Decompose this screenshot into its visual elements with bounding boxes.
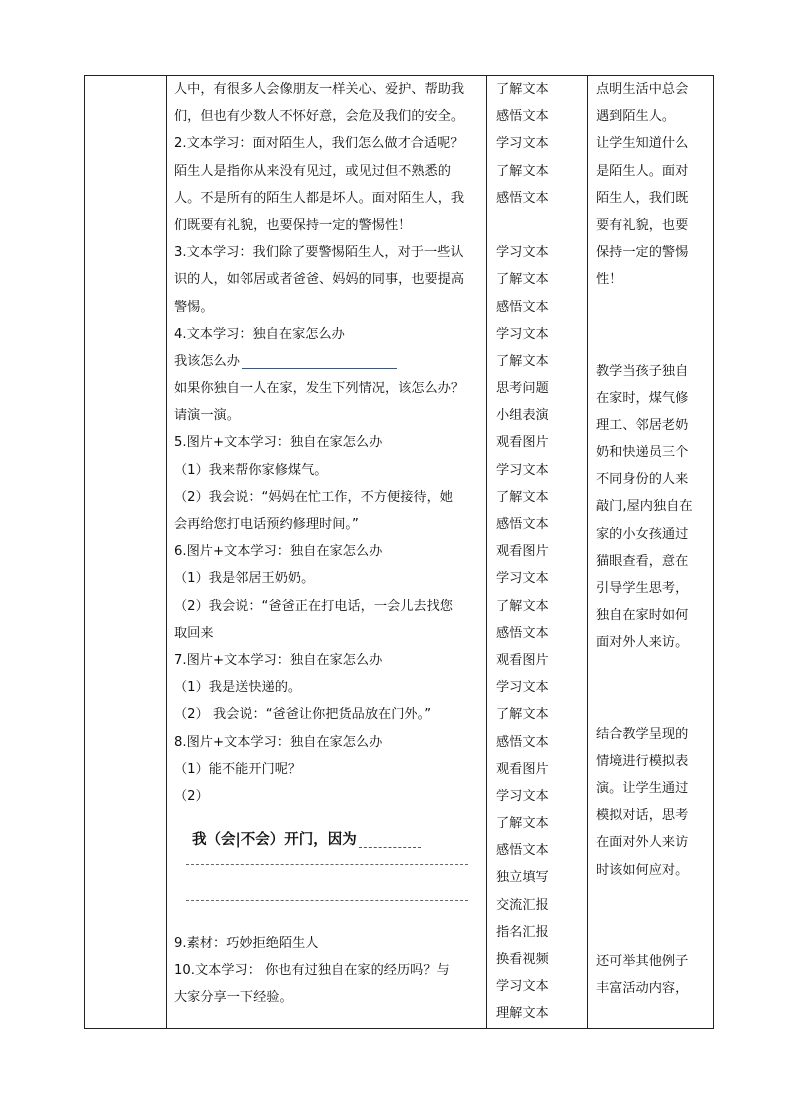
content-line: 5.图片+文本学习：独自在家怎么办	[174, 435, 383, 451]
method-item: 了解文本	[496, 707, 549, 723]
intent-line: 性！	[596, 272, 623, 288]
intent-line: 还可举其他例子	[596, 953, 689, 969]
content-line: 人中，有很多人会像朋友一样关心、爱护、帮助我	[174, 82, 465, 97]
intent-line: 模拟对话，思考	[596, 808, 689, 824]
content-line: 取回来	[174, 625, 214, 641]
intent-line: 家的小女孩通过	[596, 526, 689, 542]
blank-dash-line	[186, 864, 468, 865]
intent-line: 点明生活中总会	[596, 82, 689, 97]
method-item: 学习文本	[496, 462, 549, 478]
method-item: 了解文本	[496, 163, 549, 179]
intent-line: 陌生人，我们既	[596, 190, 689, 206]
method-item: 学习文本	[496, 326, 549, 342]
fill-in-underline	[242, 354, 397, 369]
method-item: 指名汇报	[496, 924, 549, 940]
method-item: 学习文本	[496, 979, 549, 995]
content-line: （2）	[174, 788, 209, 804]
method-item: 观看图片	[496, 652, 549, 668]
method-item: 交流汇报	[496, 897, 549, 913]
method-item: 了解文本	[496, 489, 549, 505]
method-item	[496, 212, 587, 239]
intent-block	[596, 721, 707, 884]
method-item: 学习文本	[496, 136, 549, 152]
content-line: （1）我是送快递的。	[174, 680, 302, 696]
intent-line: 引导学生思考，	[596, 581, 689, 596]
intent-line: 教学当孩子独自	[596, 363, 689, 379]
content-line: 请演一演。	[174, 408, 240, 424]
method-item: 观看图片	[496, 544, 549, 560]
fill-prompt-line	[174, 348, 480, 375]
content-line: 识的人，如邻居或者爸爸、妈妈的同事，也要提高	[174, 272, 465, 288]
content-line: 6.图片+文本学习：独自在家怎么办	[174, 544, 383, 560]
intent-line: 猫眼查看，意在	[596, 553, 689, 569]
method-item: 感悟文本	[496, 734, 549, 750]
method-item: 感悟文本	[496, 299, 549, 315]
teaching-content	[167, 76, 486, 1012]
content-line: 7.图片+文本学习：独自在家怎么办	[174, 652, 383, 668]
method-item: 小组表演	[496, 408, 549, 424]
content-line: 4.文本学习：独自在家怎么办	[174, 326, 345, 342]
intent-line: 是陌生人。面对	[596, 163, 689, 179]
intent-line: 遇到陌生人。	[596, 109, 676, 125]
method-item: 学习文本	[496, 680, 549, 696]
intent-line: 理工、邻居老奶	[596, 417, 689, 433]
content-line: 们既要有礼貌，也要保持一定的警惕性！	[174, 217, 412, 233]
content-line: （2）我会说：“妈妈在忙工作，不方便接待，她	[174, 489, 453, 505]
content-line: 9.素材：巧妙拒绝陌生人	[174, 936, 319, 952]
method-item: 理解文本	[496, 1006, 549, 1022]
method-item: 学习文本	[496, 245, 549, 261]
intent-line: 让学生知道什么	[596, 136, 689, 152]
intent-line: 丰富活动内容，	[596, 980, 689, 996]
method-item: 换看视频	[496, 952, 549, 967]
content-line: 10.文本学习： 你也有过独自在家的经历吗？与	[174, 963, 450, 979]
content-line: （1）我来帮你家修煤气。	[174, 462, 328, 478]
lesson-plan-table	[84, 75, 714, 1029]
method-item: 感悟文本	[496, 625, 549, 641]
intent-line: 要有礼貌，也要	[596, 217, 689, 233]
fill-in-blank-sentence-image	[182, 824, 480, 920]
intent-line: 敲门,屋内独自在	[596, 499, 693, 515]
method-item: 学习文本	[496, 788, 549, 804]
content-line: （1）能不能开门呢？	[174, 761, 302, 777]
method-item: 思考问题	[496, 381, 549, 397]
blank-dash-line	[186, 900, 468, 901]
learning-method-column	[487, 76, 588, 1029]
intent-line: 独自在家时如何	[596, 608, 689, 624]
content-line: （1）我是邻居王奶奶。	[174, 571, 315, 587]
intent-block	[596, 358, 707, 657]
fill-prompt-text: 我该怎么办	[174, 353, 240, 369]
table-row	[85, 76, 714, 1029]
method-item: 了解文本	[496, 272, 549, 288]
content-line: 们，但也有少数人不怀好意，会危及我们的安全。	[174, 109, 465, 125]
design-intent-column	[588, 76, 714, 1029]
content-line: （2） 我会说：“爸爸让你把货品放在门外。”	[174, 707, 432, 723]
method-item: 观看图片	[496, 761, 549, 777]
intent-line: 演。让学生通过	[596, 780, 689, 796]
intent-line: 结合教学呈现的	[596, 726, 689, 742]
learning-methods	[487, 76, 587, 1028]
intent-line: 不同身份的人来	[596, 472, 689, 488]
method-item: 观看图片	[496, 435, 549, 451]
intent-line: 保持一定的警惕	[596, 245, 689, 261]
method-item: 感悟文本	[496, 517, 549, 532]
method-item: 感悟文本	[496, 190, 549, 206]
content-line: 3.文本学习：我们除了要警惕陌生人，对于一些认	[174, 245, 464, 261]
content-line: 警惕。	[174, 299, 214, 315]
blank-dash-line	[359, 847, 421, 848]
method-item: 了解文本	[496, 82, 549, 97]
method-item: 感悟文本	[496, 843, 549, 859]
intent-block	[596, 948, 707, 1002]
intent-line: 时该如何应对。	[596, 862, 689, 878]
empty-stage-column	[85, 76, 167, 1029]
content-line: 如果你独自一人在家，发生下列情况，该怎么办？	[174, 381, 465, 397]
design-intent	[588, 76, 713, 1002]
method-item: 了解文本	[496, 353, 549, 369]
content-line: 人。不是所有的陌生人都是坏人。面对陌生人，我	[174, 190, 465, 206]
method-item: 独立填写	[496, 870, 549, 886]
intent-block	[596, 76, 707, 294]
content-line: 8.图片+文本学习：独自在家怎么办	[174, 734, 383, 750]
content-line: 会再给您打电话预约修理时间。”	[174, 517, 359, 532]
method-item: 了解文本	[496, 598, 549, 614]
intent-line: 在家时，煤气修	[596, 390, 689, 406]
content-line: 大家分享一下经验。	[174, 990, 293, 1006]
blank-sentence-text: 我（会|不会）开门，因为	[192, 831, 357, 849]
method-item: 感悟文本	[496, 109, 549, 125]
intent-line: 在面对外人来访	[596, 835, 689, 851]
intent-line: 情境进行模拟表	[596, 753, 689, 769]
content-line: 陌生人是指你从来没有见过，或见过但不熟悉的	[174, 163, 451, 179]
intent-line: 面对外人来访。	[596, 635, 689, 651]
method-item: 了解文本	[496, 816, 549, 832]
content-line: 2.文本学习：面对陌生人，我们怎么做才合适呢？	[174, 136, 464, 152]
content-line: （2）我会说：“爸爸正在打电话，一会儿去找您	[174, 598, 453, 614]
method-item: 学习文本	[496, 571, 549, 587]
blank-sentence	[192, 826, 421, 853]
intent-line: 奶和快递员三个	[596, 445, 689, 461]
teaching-content-column	[167, 76, 487, 1029]
